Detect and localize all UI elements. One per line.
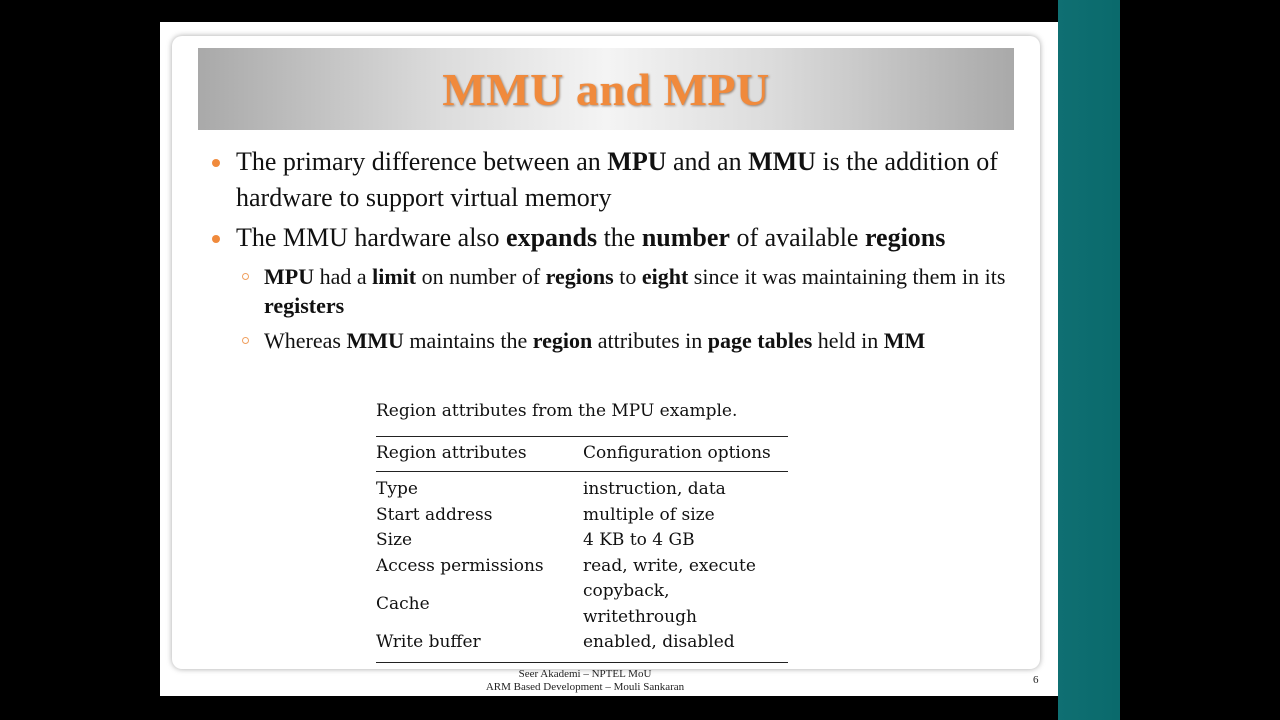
bullet-1 [212,144,1032,216]
text-segment: MPU [607,147,667,176]
table-caption: Region attributes from the MPU example. [376,401,738,421]
table-cell: Access permissions [376,555,544,576]
text-segment: and an [666,147,749,176]
title-bar [198,48,1014,130]
table-cell: Type [376,479,418,499]
bullet-2 [212,220,1032,256]
text-segment: regions [864,223,946,252]
table-row [376,579,788,630]
text-segment: maintains the [403,328,533,353]
text-segment: eight [641,264,689,289]
table-cell: Start address [376,504,493,525]
text-segment: MM [883,328,926,353]
table-row [376,554,788,580]
text-segment: region [532,328,593,353]
footer-line-1: Seer Akademi – NPTEL MoU [518,668,652,680]
text-segment: had a [314,264,373,289]
table-cell: multiple of size [583,504,715,525]
table-cell: Write buffer [376,632,481,652]
text-segment: MPU [264,264,315,289]
text-segment: since it was maintaining them in its [688,264,1006,289]
sub-bullet-ring-icon [242,273,249,280]
table-cell: Size [376,530,413,550]
slide [160,22,1058,696]
sub-bullet-ring-icon [242,337,249,344]
footer-line-2: ARM Based Development – Mouli Sankaran [485,681,685,693]
table-cell: enabled, disabled [583,632,735,652]
text-segment: The MMU hardware also [236,223,507,252]
table-row [376,503,788,529]
text-segment: the [597,223,642,252]
text-segment: The primary difference between an [236,147,608,176]
page-number: 6 [1033,674,1039,686]
text-segment: page tables [707,328,813,353]
table-cell: read, write, execute [583,555,756,576]
bullet-dot-icon [212,159,220,167]
table-cell: instruction, data [583,479,726,499]
text-segment: is the addition of hardware to support virtual memory [236,147,998,212]
bullet-list [212,144,1032,355]
text-segment: expands [506,223,598,252]
attributes-table [376,436,788,663]
slide-title: MMU and MPU [442,63,770,115]
text-segment: MMU [346,328,404,353]
slide-footer [410,668,760,694]
sub-bullet-1 [212,262,1032,320]
bullet-dot-icon [212,235,220,243]
text-segment: MMU [748,147,816,176]
text-segment: attributes in [592,328,708,353]
column-header: Configuration options [583,443,771,463]
table-cell: Cache [376,593,430,614]
text-segment: registers [264,293,345,318]
table-row [376,630,788,662]
slide-panel [172,36,1040,669]
region-attributes-table [376,400,796,663]
text-segment: limit [372,264,417,289]
text-segment: regions [545,264,614,289]
text-segment: on number of [416,264,546,289]
text-segment: held in [812,328,884,353]
teal-side-strip [1058,0,1120,720]
table-cell: 4 KB to 4 GB [583,530,695,550]
table-row [376,472,788,503]
table-header-row [376,437,788,472]
sub-bullet-2 [212,326,1032,355]
text-segment: Whereas [264,328,347,353]
text-segment: of available [729,223,865,252]
table-cell: copyback, writethrough [583,581,697,627]
text-segment: to [613,264,642,289]
column-header: Region attributes [376,443,527,463]
text-segment: number [641,223,730,252]
table-row [376,528,788,554]
